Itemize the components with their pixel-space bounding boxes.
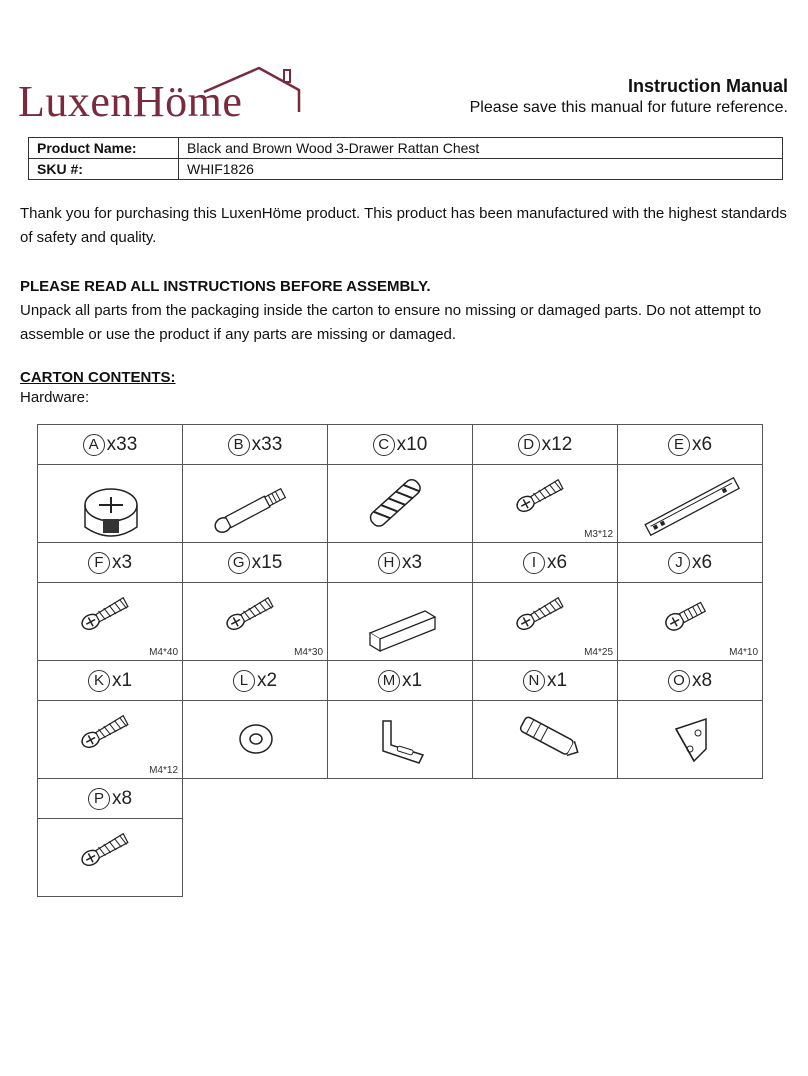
hardware-image [473, 583, 617, 661]
hardware-item-j [617, 542, 763, 661]
hardware-item-header [473, 425, 617, 465]
part-quantity: x3 [401, 551, 423, 573]
hardware-image [473, 701, 617, 779]
hardware-row [37, 543, 770, 661]
product-info-table [28, 137, 783, 180]
hardware-image [38, 819, 182, 897]
part-size: M3*12 [584, 529, 613, 540]
part-letter: M [378, 670, 400, 692]
hardware-item-header [473, 661, 617, 701]
hardware-item-m [327, 660, 473, 779]
hardware-image [38, 583, 182, 661]
part-quantity: x1 [111, 669, 133, 691]
thank-you-text: Thank you for purchasing this LuxenHöme product. This product has been manufactured with the highest standards of safety and quality. [20, 205, 787, 246]
hardware-item-header [473, 543, 617, 583]
hardware-item-e [617, 424, 763, 543]
part-letter: E [668, 434, 690, 456]
part-quantity: x33 [251, 433, 283, 455]
part-quantity: x33 [106, 433, 138, 455]
hardware-item-header [618, 543, 762, 583]
part-quantity: x8 [111, 787, 133, 809]
corner-bracket-icon [618, 701, 764, 779]
brand-logo [18, 62, 308, 126]
part-quantity: x15 [251, 551, 283, 573]
hardware-item-header [38, 661, 182, 701]
part-quantity: x6 [691, 433, 713, 455]
part-letter: L [233, 670, 255, 692]
part-letter: F [88, 552, 110, 574]
part-quantity: x2 [256, 669, 278, 691]
part-size: M4*30 [294, 647, 323, 658]
part-quantity: x10 [396, 433, 428, 455]
hardware-image [328, 701, 472, 779]
carton-contents-label: CARTON CONTENTS: [20, 369, 176, 386]
hardware-item-header [38, 779, 182, 819]
part-letter: I [523, 552, 545, 574]
hardware-image [328, 583, 472, 661]
sku-label: SKU #: [29, 159, 179, 180]
washer-icon [183, 701, 329, 779]
hardware-item-header [328, 543, 472, 583]
hardware-image [328, 465, 472, 543]
part-letter: O [668, 670, 690, 692]
hardware-item-header [38, 543, 182, 583]
l-bracket-icon [328, 701, 474, 779]
part-letter: K [88, 670, 110, 692]
drawer-slide-icon [618, 465, 764, 543]
part-size: M4*40 [149, 647, 178, 658]
hardware-item-i [472, 542, 618, 661]
hardware-image [183, 701, 327, 779]
hardware-item-g [182, 542, 328, 661]
hardware-image [618, 701, 762, 779]
wall-anchor-icon [473, 701, 619, 779]
hardware-row [37, 661, 770, 779]
hardware-item-header [328, 661, 472, 701]
part-quantity: x3 [111, 551, 133, 573]
part-letter: B [228, 434, 250, 456]
part-letter: H [378, 552, 400, 574]
hardware-item-header [183, 425, 327, 465]
hardware-item-header [38, 425, 182, 465]
hardware-item-c [327, 424, 473, 543]
product-name-value: Black and Brown Wood 3-Drawer Rattan Chest [179, 138, 783, 159]
sku-row [29, 159, 783, 180]
hardware-item-k [37, 660, 183, 779]
part-quantity: x12 [541, 433, 573, 455]
wood-dowel-icon [328, 465, 474, 543]
part-letter: J [668, 552, 690, 574]
part-quantity: x8 [691, 669, 713, 691]
hardware-image [183, 465, 327, 543]
hardware-image [183, 583, 327, 661]
part-letter: C [373, 434, 395, 456]
hardware-item-n [472, 660, 618, 779]
product-name-label: Product Name: [29, 138, 179, 159]
hardware-row [37, 425, 770, 543]
part-letter: G [228, 552, 250, 574]
part-quantity: x1 [546, 669, 568, 691]
product-name-row [29, 138, 783, 159]
part-letter: P [88, 788, 110, 810]
hardware-item-f [37, 542, 183, 661]
hardware-item-b [182, 424, 328, 543]
hardware-image [38, 465, 182, 543]
hardware-item-header [183, 543, 327, 583]
part-size: M4*25 [584, 647, 613, 658]
part-size: M4*12 [149, 765, 178, 776]
part-letter: D [518, 434, 540, 456]
part-quantity: x6 [546, 551, 568, 573]
hardware-row [37, 779, 770, 897]
screw-icon [38, 819, 184, 897]
hardware-item-header [183, 661, 327, 701]
hardware-item-header [618, 425, 762, 465]
hardware-item-h [327, 542, 473, 661]
part-quantity: x6 [691, 551, 713, 573]
hardware-image [618, 583, 762, 661]
manual-subtitle: Please save this manual for future reference. [469, 99, 788, 116]
hardware-label: Hardware: [20, 389, 90, 406]
part-letter: A [83, 434, 105, 456]
hardware-item-p [37, 778, 183, 897]
part-letter: N [523, 670, 545, 692]
manual-title: Instruction Manual [627, 76, 788, 96]
hardware-image [473, 465, 617, 543]
hardware-item-d [472, 424, 618, 543]
wood-block-icon [328, 583, 474, 661]
cam-lock-icon [38, 465, 184, 543]
hardware-item-a [37, 424, 183, 543]
unpack-text: Unpack all parts from the packaging inside the carton to ensure no missing or damaged parts. Do not attempt to assemble or use the product if any parts are missing or damaged. [20, 302, 762, 343]
hardware-item-header [618, 661, 762, 701]
logo-text: LuxenHöme [18, 77, 243, 126]
hardware-grid [37, 425, 770, 897]
part-size: M4*10 [729, 647, 758, 658]
read-instructions-heading: PLEASE READ ALL INSTRUCTIONS BEFORE ASSEMBLY. [20, 278, 431, 295]
sku-value: WHIF1826 [179, 159, 783, 180]
cam-bolt-icon [183, 465, 329, 543]
hardware-item-l [182, 660, 328, 779]
hardware-image [38, 701, 182, 779]
hardware-image [618, 465, 762, 543]
hardware-item-o [617, 660, 763, 779]
hardware-item-header [328, 425, 472, 465]
part-quantity: x1 [401, 669, 423, 691]
